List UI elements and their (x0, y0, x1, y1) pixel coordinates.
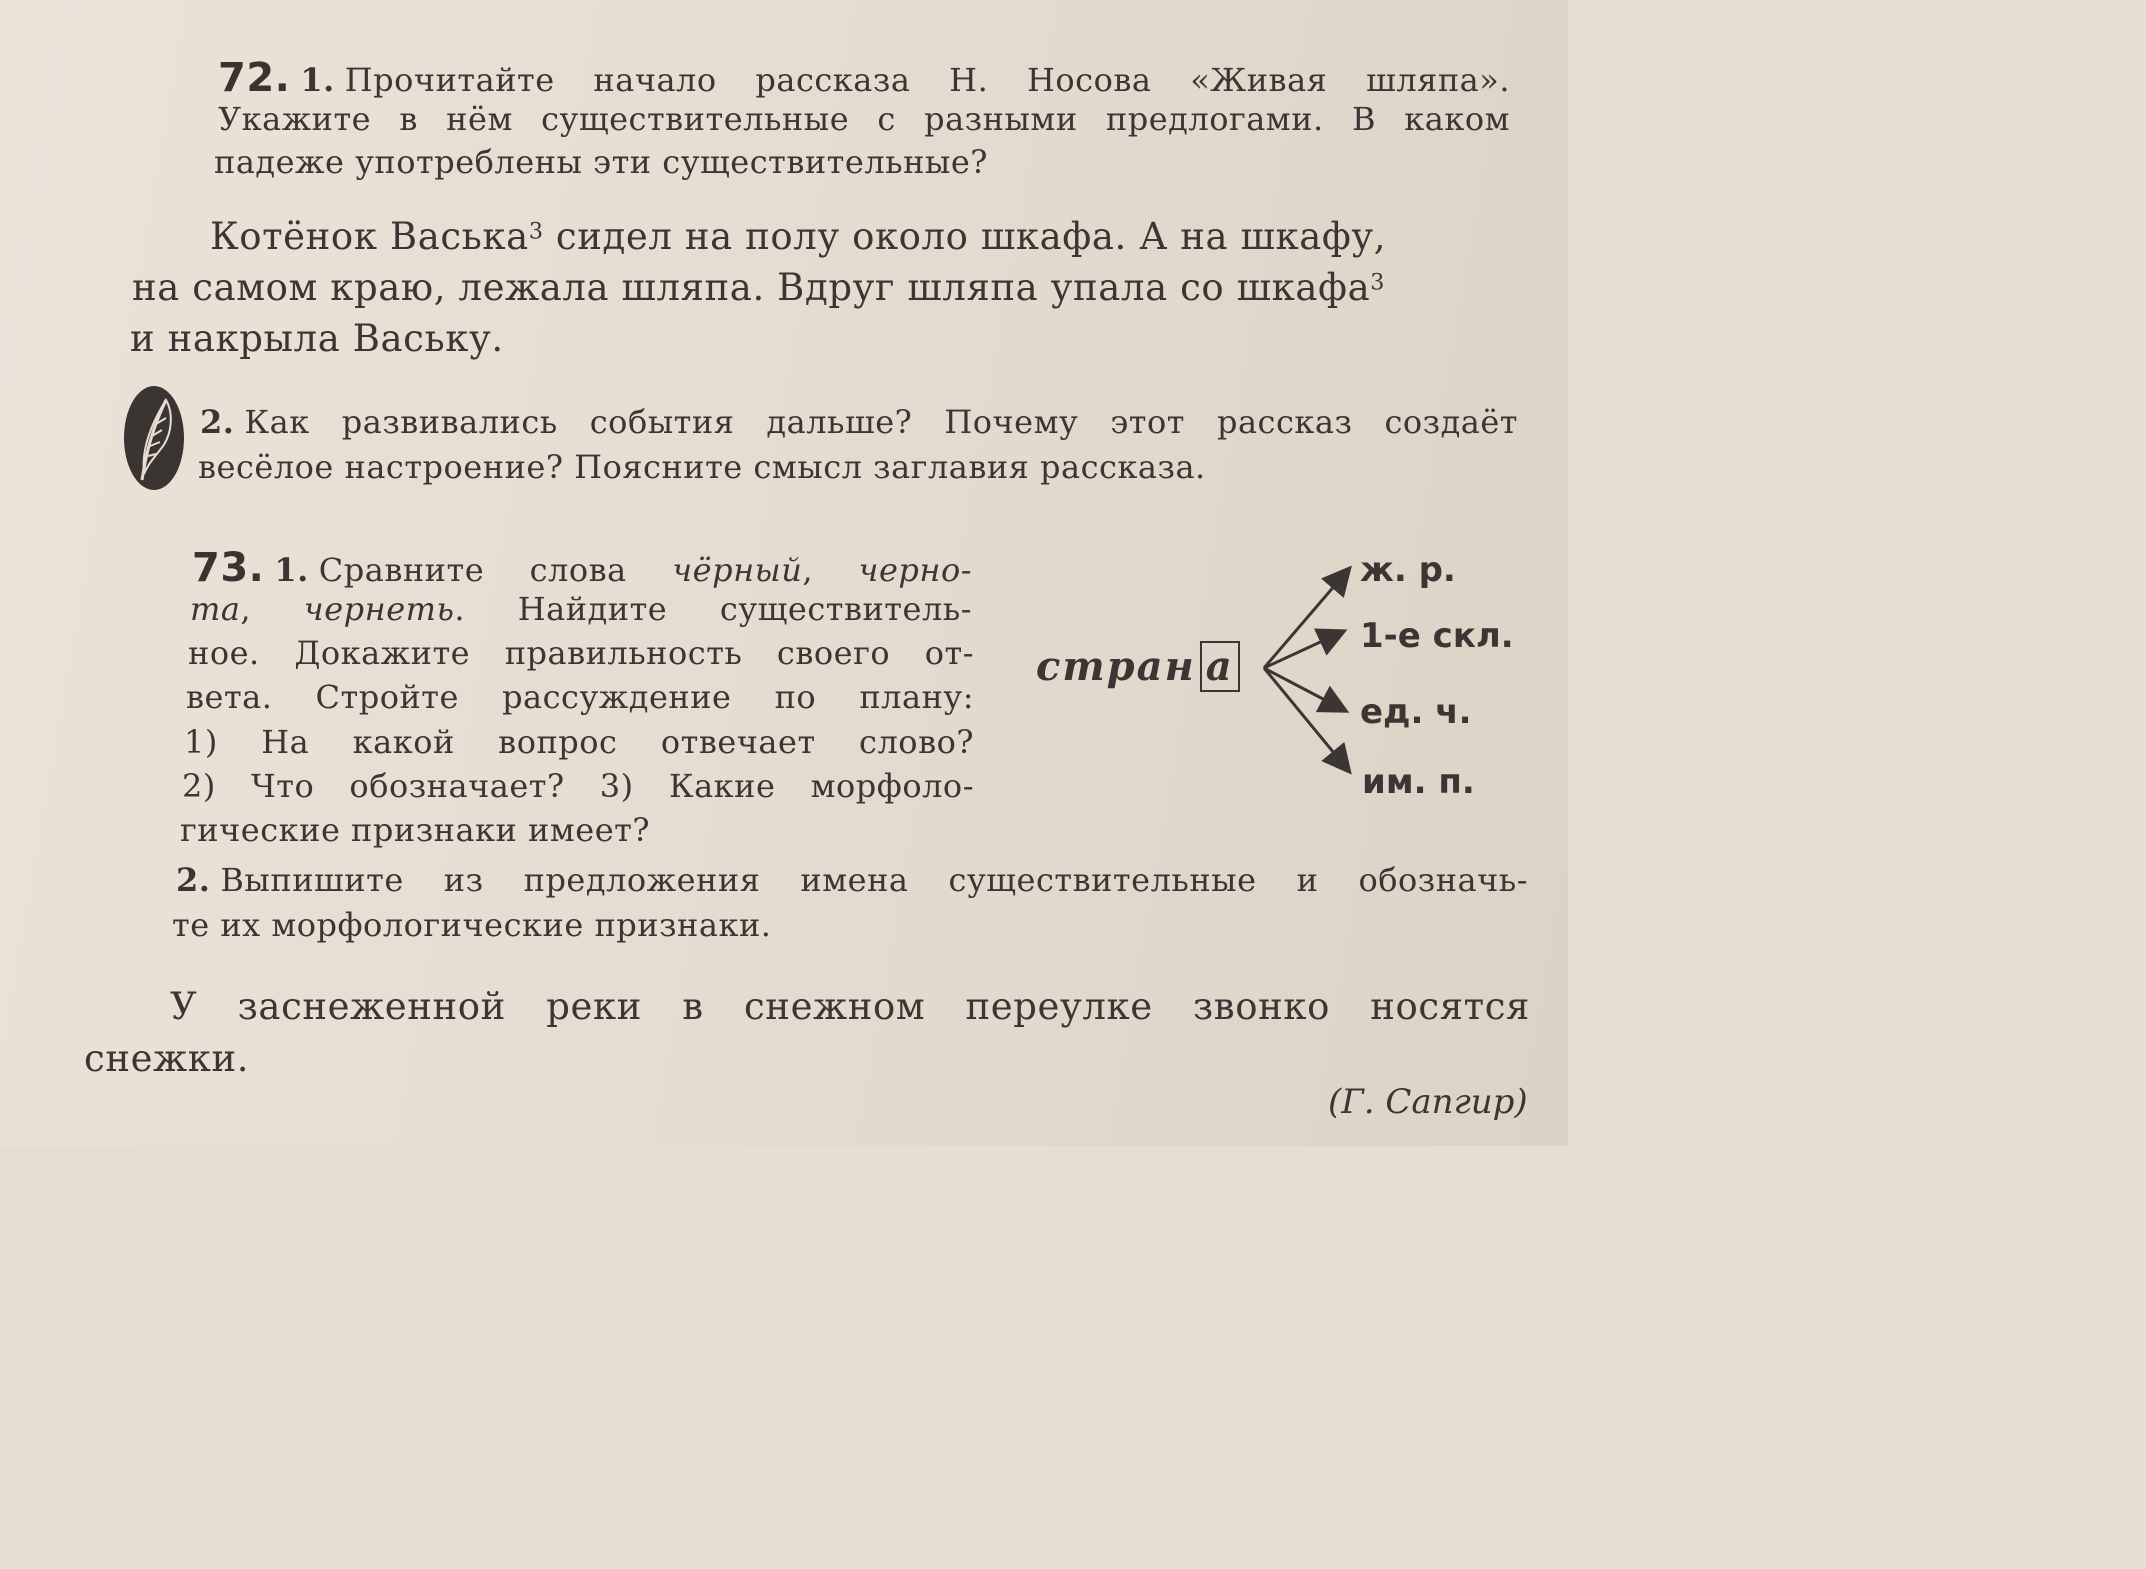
ex72-story-line-2: на самом краю, лежала шляпа. Вдруг шляпа упала со шкафа$^3$ (132, 266, 1385, 309)
ex73-line-3: ное. Докажите правильность своего от- (188, 634, 974, 672)
task-number: 1. (300, 61, 335, 99)
exercise-number-72: 72. (218, 55, 291, 101)
feather-icon (122, 384, 186, 492)
scheme-arrows (1258, 560, 1378, 780)
exercise-number-73: 73. (192, 545, 265, 591)
ex73-task2-line-2: те их морфологические признаки. (172, 906, 772, 944)
arrow-to-gender (1264, 570, 1348, 668)
ex73-sentence-line-1: У заснеженной реки в снежном переулке звонко носятся (170, 985, 1530, 1028)
ex73-line-4: вета. Стройте рассуждение по плану: (186, 678, 974, 716)
arrow-to-case (1264, 668, 1348, 770)
label-number: ед. ч. (1360, 692, 1472, 732)
story-text: Котёнок Васька$^3$ сидел на полу около шкафа. А на шкафу, (210, 215, 1387, 258)
word-stem: стран (1036, 643, 1196, 690)
task-number: 1. (274, 551, 309, 589)
ex73-task2-text-1: Выпишите из предложения имена существительные и обозначь- (220, 861, 1528, 899)
ex72-task2-line-1 (200, 403, 1518, 441)
ex73-line-6: 2) Что обозначает? 3) Какие морфоло- (182, 767, 974, 805)
ex73-line-1-text: Сравните слова чёрный, черно- (318, 551, 973, 589)
ex73-task2-line-1 (176, 861, 1528, 899)
ex73-line-5: 1) На какой вопрос отвечает слово? (184, 723, 974, 761)
task-number: 2. (200, 403, 235, 441)
label-case: им. п. (1362, 762, 1475, 802)
ex73-sentence-line-2: снежки. (84, 1037, 250, 1080)
arrow-to-declension (1264, 632, 1342, 668)
ex72-story-line-1 (210, 215, 1512, 258)
arrow-to-number (1264, 668, 1344, 710)
ex72-task2-text-1: Как развивались события дальше? Почему этот рассказ создаёт (244, 403, 1518, 441)
label-declension: 1-е скл. (1360, 616, 1514, 656)
ex72-instruction-line-3: падеже употреблены эти существительные? (214, 143, 988, 181)
ex73-line-7: гические признаки имеет? (180, 811, 650, 849)
word-ending-box: а (1200, 641, 1240, 692)
ex72-instruction-line-1: Прочитайте начало рассказа Н. Носова «Живая шляпа». (344, 61, 1510, 99)
ex72-instruction-line-2: Укажите в нём существительные с разными предлогами. В каком (218, 100, 1510, 138)
ex72-line-1 (218, 55, 1510, 101)
scheme-word (1036, 643, 1240, 690)
label-gender: ж. р. (1360, 550, 1456, 590)
task-number: 2. (176, 861, 211, 899)
ex72-story-line-3: и накрыла Ваську. (130, 317, 504, 360)
ex72-task2-line-2: весёлое настроение? Поясните смысл заглавия рассказа. (198, 448, 1206, 486)
ex73-line-2: та, чернеть. Найдите существитель- (190, 590, 973, 628)
ex73-line-1 (192, 545, 972, 591)
author-signature: (Г. Сапгир) (1328, 1082, 1528, 1122)
